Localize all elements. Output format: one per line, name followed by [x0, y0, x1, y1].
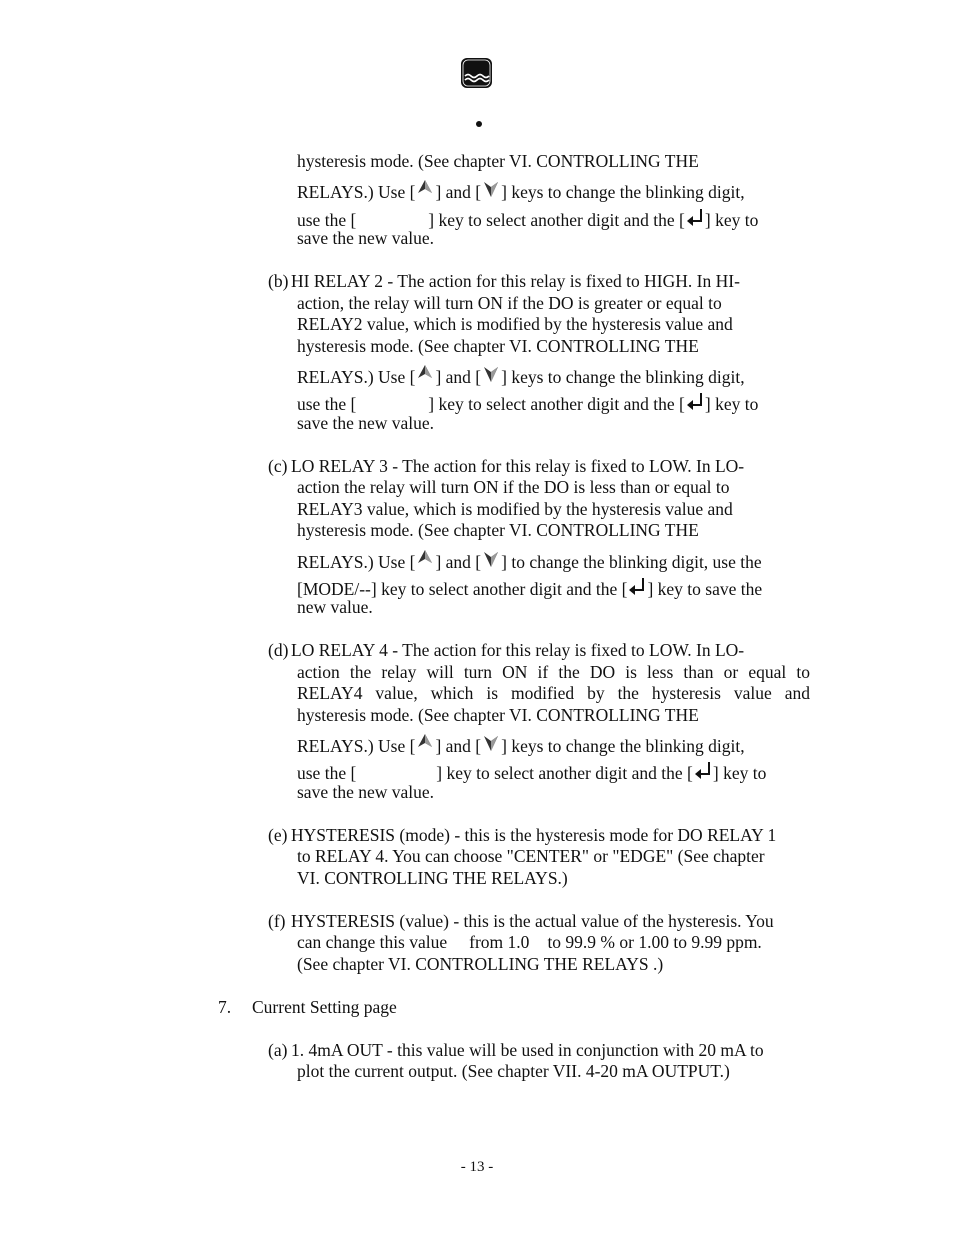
up-arrow-key-icon [415, 178, 435, 200]
page-number: - 13 - [460, 1159, 494, 1175]
item-c-label: (c) [268, 456, 288, 476]
enter-key-icon [685, 390, 705, 412]
intro-line-3: use the [ ] key to select another digit and the [ ] key to [297, 206, 758, 231]
item-a-line-2: plot the current output. (See chapter VII. 4-20 mA OUTPUT.) [297, 1061, 730, 1081]
bullet-mark [476, 121, 482, 127]
item-c-line-7: new value. [297, 597, 373, 617]
item-c-line-3: RELAY3 value, which is modified by the hysteresis value and [297, 499, 733, 519]
item-d-label: (d) [268, 640, 289, 660]
item-d-line-4: hysteresis mode. (See chapter VI. CONTROLLING THE [297, 705, 699, 725]
item-d-line-5: RELAYS.) Use [ ] and [ ] keys to change the blinking digit, [297, 732, 745, 757]
section-7-number: 7. [218, 997, 232, 1017]
item-b-line-4: hysteresis mode. (See chapter VI. CONTROLLING THE [297, 336, 699, 356]
item-a-line-1: 1. 4mA OUT - this value will be used in conjunction with 20 mA to [291, 1040, 764, 1060]
item-f-line-1: HYSTERESIS (value) - this is the actual value of the hysteresis. You [291, 911, 774, 931]
item-e-line-1: HYSTERESIS (mode) - this is the hysteresis mode for DO RELAY 1 [291, 825, 777, 845]
item-c-line-5: RELAYS.) Use [ ] and [ ] to change the blinking digit, use the [297, 548, 762, 573]
item-c-line-2: action the relay will turn ON if the DO is less than or equal to [297, 477, 730, 497]
item-b-line-6: use the [ ] key to select another digit and the [ ] key to [297, 390, 758, 415]
item-d-line-2: action the relay will turn ON if the DO is less than or equal to [297, 662, 810, 682]
item-b-label: (b) [268, 271, 289, 291]
item-f-label: (f) [268, 911, 286, 931]
intro-line-1: hysteresis mode. (See chapter VI. CONTROLLING THE [297, 151, 699, 171]
item-f-line-2: can change this value from 1.0 to 99.9 % or 1.00 to 9.99 ppm. [297, 932, 762, 952]
item-c-line-1: LO RELAY 3 - The action for this relay is fixed to LOW. In LO- [291, 456, 745, 476]
item-d-line-6: use the [ ] key to select another digit and the [ ] key to [297, 759, 766, 784]
item-b-line-5: RELAYS.) Use [ ] and [ ] keys to change the blinking digit, [297, 363, 745, 388]
item-c-line-6: [MODE/--] key to select another digit and the [ ] key to save the [297, 575, 762, 600]
item-b-line-3: RELAY2 value, which is modified by the hysteresis value and [297, 314, 733, 334]
item-b-line-2: action, the relay will turn ON if the DO is greater or equal to [297, 293, 722, 313]
down-arrow-key-icon [481, 178, 501, 200]
intro-line-4: save the new value. [297, 228, 435, 248]
item-e-line-2: to RELAY 4. You can choose "CENTER" or "EDGE" (See chapter [297, 846, 765, 866]
item-f-line-3: (See chapter VI. CONTROLLING THE RELAYS .) [297, 954, 664, 974]
enter-key-icon [685, 206, 705, 228]
item-e-label: (e) [268, 825, 288, 845]
down-arrow-key-icon [481, 732, 501, 754]
item-b-line-1: HI RELAY 2 - The action for this relay is fixed to HIGH. In HI- [291, 271, 740, 291]
up-arrow-key-icon [415, 732, 435, 754]
up-arrow-key-icon [415, 363, 435, 385]
item-d-line-1: LO RELAY 4 - The action for this relay is fixed to LOW. In LO- [291, 640, 745, 660]
item-e-line-3: VI. CONTROLLING THE RELAYS.) [297, 868, 568, 888]
enter-key-icon [693, 759, 713, 781]
up-arrow-key-icon [415, 548, 435, 570]
enter-key-icon [627, 575, 647, 597]
down-arrow-key-icon [481, 548, 501, 570]
item-c-line-4: hysteresis mode. (See chapter VI. CONTROLLING THE [297, 520, 699, 540]
item-d-line-7: save the new value. [297, 782, 435, 802]
down-arrow-key-icon [481, 363, 501, 385]
item-b-line-7: save the new value. [297, 413, 435, 433]
section-7-title: Current Setting page [252, 997, 397, 1017]
item-d-line-3: RELAY4 value, which is modified by the hysteresis value and [297, 683, 810, 703]
wave-logo-icon [460, 57, 493, 89]
item-a-label: (a) [268, 1040, 288, 1060]
intro-line-2: RELAYS.) Use [ ] and [ ] keys to change the blinking digit, [297, 178, 745, 203]
